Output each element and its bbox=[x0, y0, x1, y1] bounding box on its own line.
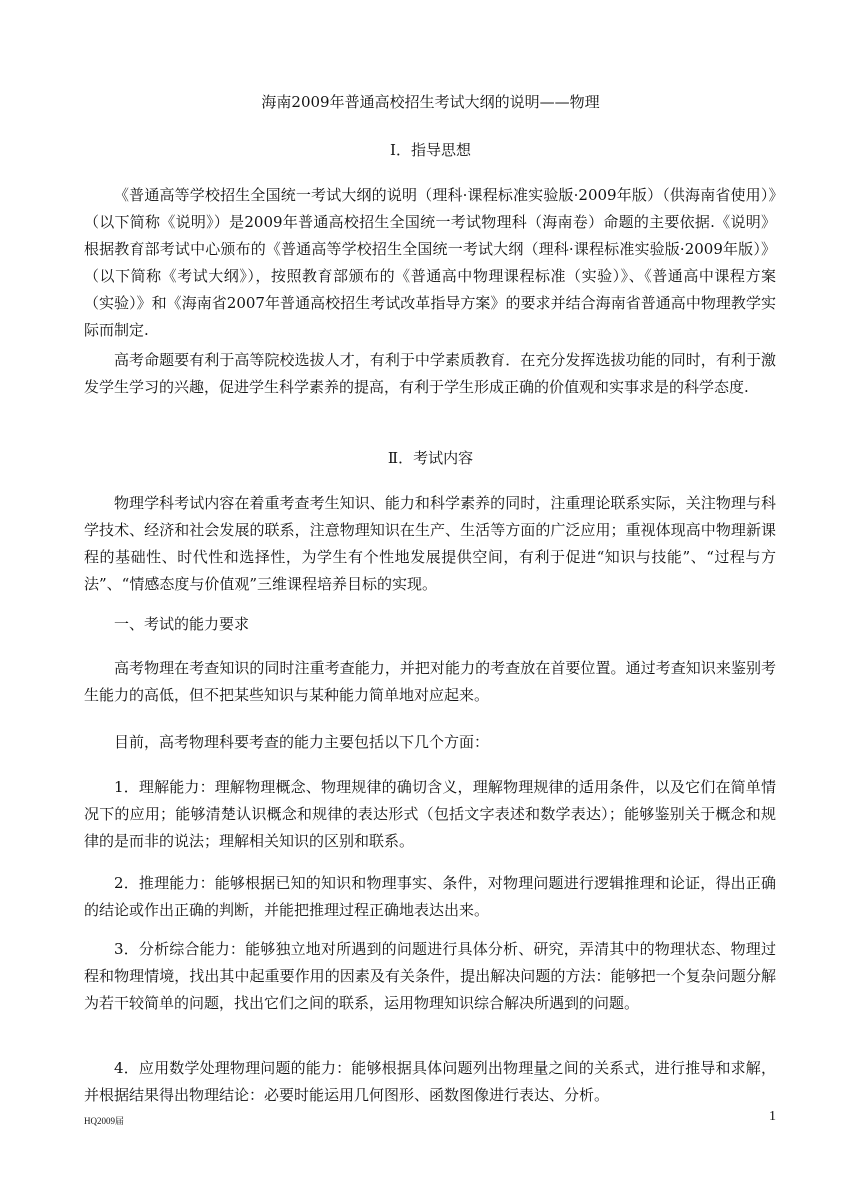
list-item-math-application: 4．应用数学处理物理问题的能力：能够根据具体问题列出物理量之间的关系式，进行推导和求解，并根据结果得出物理结论：必要时能运用几何图形、函数图像进行表达、分析。 bbox=[84, 1059, 776, 1104]
page-number: 1 bbox=[769, 1109, 776, 1124]
subheading-ability-requirements: 一、考试的能力要求 bbox=[114, 615, 250, 633]
list-item-understanding: 1．理解能力：理解物理概念、物理规律的确切含义，理解物理规律的适用条件，以及它们在简单情况下的应用；能够清楚认识概念和规律的表达形式（包括文字表述和数学表达）；能够鉴别关于概念和规律的是而非的说法；理解相关知识的区别和联系。 bbox=[84, 778, 776, 850]
paragraph-purpose: 高考命题要有利于高等院校选拔人才，有利于中学素质教育．在充分发挥选拔功能的同时，有利于激发学生学习的兴趣，促进学生科学素养的提高，有利于学生形成正确的价值观和实事求是的科学态度. bbox=[84, 351, 776, 396]
document-title: 海南2009年普通高校招生考试大纲的说明——物理 bbox=[261, 93, 600, 111]
list-item-analysis: 3．分析综合能力：能够独立地对所遇到的问题进行具体分析、研究，弄清其中的物理状态、物理过程和物理情境，找出其中起重要作用的因素及有关条件，提出解决问题的方法：能够把一个复杂问题分解为若干较简单的问题，找出它们之间的联系，运用物理知识综合解决所遇到的问题。 bbox=[84, 940, 776, 1012]
footer-label: HQ2009届 bbox=[84, 1116, 124, 1126]
section-heading-guiding-ideology: I．指导思想 bbox=[390, 141, 471, 159]
section-heading-exam-content: Ⅱ．考试内容 bbox=[387, 449, 474, 467]
paragraph-basis: 《普通高等学校招生全国统一考试大纲的说明（理科·课程标准实验版·2009年版）（供海南省使用）》（以下简称《说明》）是2009年普通高校招生全国统一考试物理科（海南卷）命题的主要依据.《说明》根据教育部考试中心颁布的《普通高等学校招生全国统一考试大纲（理科·课程标准实验版·2009年版）》（以下简称《考试大纲》），按照教育部颁布的《普通高中物理课程标准（实验）》、《普通高中课程方案（实验）》和《海南省2007年普通高校招生考试改革指导方案》的要求并结合海南省普通高中物理教学实际而制定. bbox=[84, 186, 776, 339]
paragraph-content-intro: 物理学科考试内容在着重考查考生知识、能力和科学素养的同时，注重理论联系实际，关注物理与科学技术、经济和社会发展的联系，注意物理知识在生产、生活等方面的广泛应用；重视体现高中物理新课程的基础性、时代性和选择性，为学生有个性地发展提供空间，有利于促进“知识与技能”、“过程与方法”、“情感态度与价值观”三维课程培养目标的实现。 bbox=[84, 494, 776, 593]
list-item-reasoning: 2．推理能力：能够根据已知的知识和物理事实、条件，对物理问题进行逻辑推理和论证，得出正确的结论或作出正确的判断，并能把推理过程正确地表达出来。 bbox=[84, 874, 776, 919]
paragraph-ability-list-intro: 目前，高考物理科要考查的能力主要包括以下几个方面： bbox=[114, 733, 490, 751]
paragraph-ability-focus: 高考物理在考查知识的同时注重考查能力，并把对能力的考查放在首要位置。通过考查知识来鉴别考生能力的高低，但不把某些知识与某种能力简单地对应起来。 bbox=[84, 659, 776, 704]
